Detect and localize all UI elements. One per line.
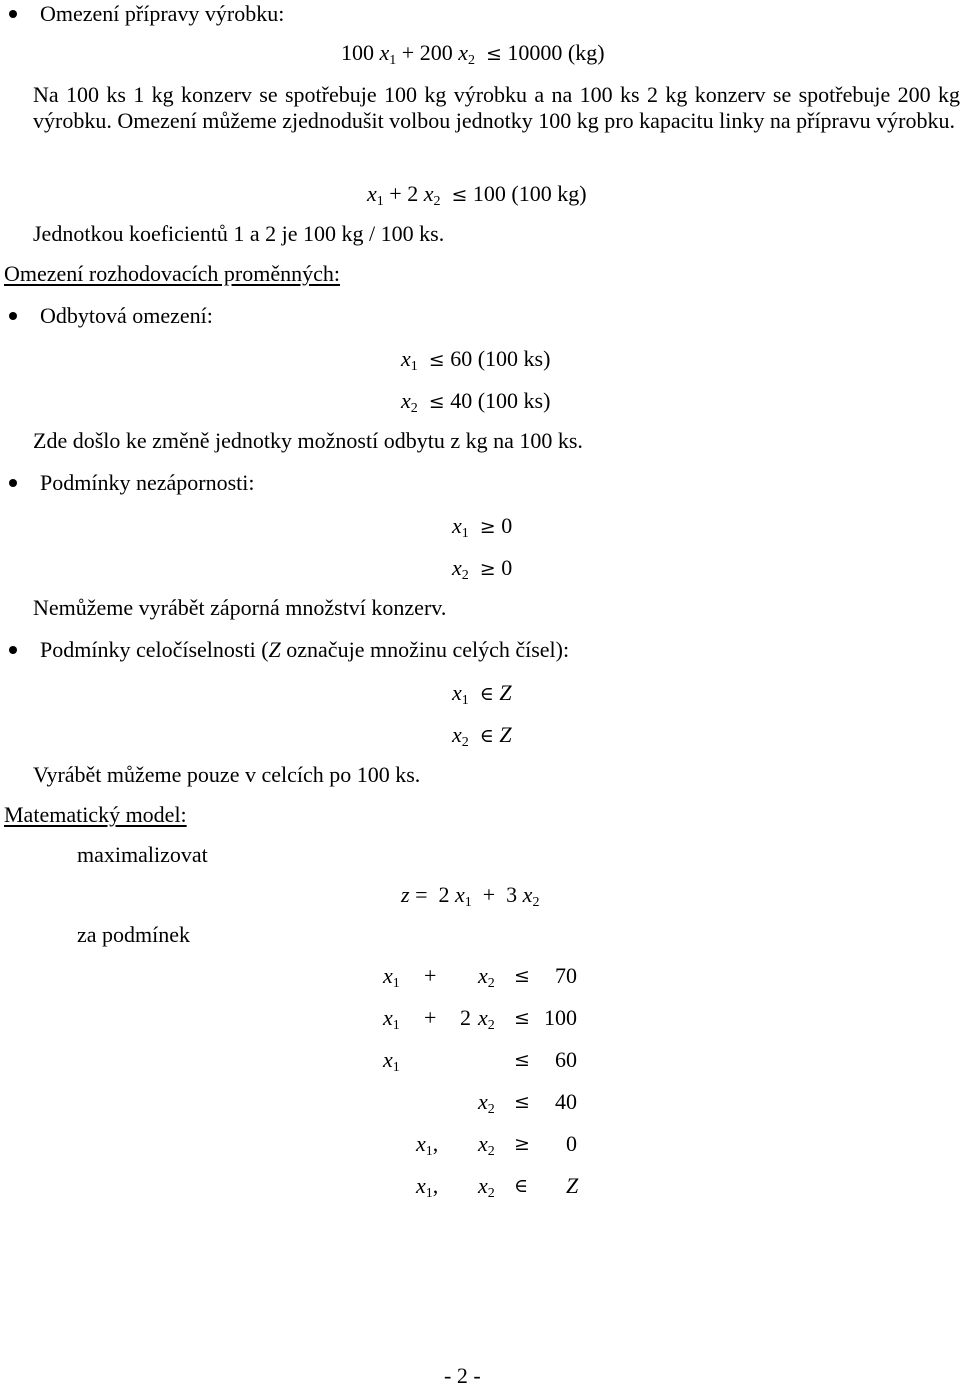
rhs-value: 40: [555, 1089, 577, 1114]
plus-sign: +: [424, 963, 437, 988]
var-x1: $x_1$: [383, 963, 400, 991]
equation-sales-x1: $x_1 \le 60$ (100 ks): [401, 346, 551, 374]
page-number: - 2 -: [444, 1363, 481, 1388]
var-x1: $x_1$,: [416, 1131, 439, 1159]
rhs-value: 70: [555, 963, 577, 988]
bullet-icon: [9, 312, 17, 320]
rhs-value: 0: [566, 1131, 577, 1156]
equation-integer-x1: $x_1$ ∈ Z: [452, 680, 512, 708]
section-heading-preparation: Omezení přípravy výrobku:: [40, 1, 285, 26]
note-coefficient-units: Jednotkou koeficientů 1 a 2 je 100 kg / 100 ks.: [33, 221, 445, 246]
equation-preparation-simplified: $x_1 + 2$ $x_2 \le 100$ (100 kg): [367, 181, 587, 209]
geq-icon: ≥: [514, 1133, 530, 1155]
element-of-icon: ∈: [479, 683, 494, 705]
rhs-value: 60: [555, 1047, 577, 1072]
rhs-value: Z: [566, 1173, 579, 1198]
geq-icon: ≥: [479, 558, 496, 580]
var-x1: $x_1$: [383, 1047, 400, 1075]
plus-sign: +: [424, 1005, 437, 1030]
leq-icon: ≤: [428, 349, 445, 371]
leq-icon: ≤: [451, 184, 468, 206]
equation-preparation-capacity: 100 $x_1 + 200$ $x_2 \le 10000$ (kg): [341, 40, 605, 68]
var-x2: $x_2$: [478, 1005, 495, 1033]
var-x2: $x_2$: [478, 963, 495, 991]
label-nonnegativity: Podmínky nezápornosti:: [40, 470, 255, 495]
coef-2: 2: [460, 1005, 471, 1030]
section-heading-model: Matematický model:: [4, 802, 187, 827]
note-sales-units: Zde došlo ke změně jednotky možností odbytu z kg na 100 ks.: [33, 428, 583, 453]
bullet-icon: [9, 479, 17, 487]
equation-nonneg-x2: $x_2 \ge 0$: [452, 555, 513, 583]
element-of-icon: ∈: [479, 725, 494, 747]
bullet-icon: [9, 10, 17, 18]
element-of-icon: ∈: [514, 1175, 529, 1197]
objective-function: z = 2 $x_1 + 3$ $x_2$: [401, 882, 540, 910]
label-maximize: maximalizovat: [77, 842, 208, 867]
label-integrality: Podmínky celočíselnosti (Z označuje množinu celých čísel):: [40, 637, 570, 662]
note-integrality: Vyrábět můžeme pouze v celcích po 100 ks.: [33, 762, 421, 787]
var-x2: $x_2$: [478, 1089, 495, 1117]
equation-nonneg-x1: $x_1 \ge 0$: [452, 513, 513, 541]
leq-icon: ≤: [514, 1091, 530, 1113]
equation-integer-x2: $x_2$ ∈ Z: [452, 722, 512, 750]
leq-icon: ≤: [514, 1007, 530, 1029]
geq-icon: ≥: [479, 516, 496, 538]
note-nonnegativity: Nemůžeme vyrábět záporná množství konzerv.: [33, 595, 447, 620]
leq-icon: ≤: [514, 965, 530, 987]
rhs-value: 100: [544, 1005, 577, 1030]
var-x1: $x_1$: [383, 1005, 400, 1033]
leq-icon: ≤: [485, 43, 502, 65]
bullet-icon: [9, 646, 17, 654]
label-sales-constraints: Odbytová omezení:: [40, 303, 213, 328]
paragraph-unit-explanation: Na 100 ks 1 kg konzerv se spotřebuje 100 kg výrobku a na 100 ks 2 kg konzerv se spotřebuje 200 kg výrobku. Omezení můžeme zjednodušit volbou jednotky 100 kg pro kapacitu linky na přípravu výrobku.: [33, 82, 960, 133]
leq-icon: ≤: [428, 391, 445, 413]
section-heading-decision-variables: Omezení rozhodovacích proměnných:: [4, 261, 340, 286]
var-x2: $x_2$: [478, 1131, 495, 1159]
var-x1: $x_1$,: [416, 1173, 439, 1201]
var-x2: $x_2$: [478, 1173, 495, 1201]
leq-icon: ≤: [514, 1049, 530, 1071]
label-subject-to: za podmínek: [77, 922, 191, 947]
equation-sales-x2: $x_2 \le 40$ (100 ks): [401, 388, 551, 416]
